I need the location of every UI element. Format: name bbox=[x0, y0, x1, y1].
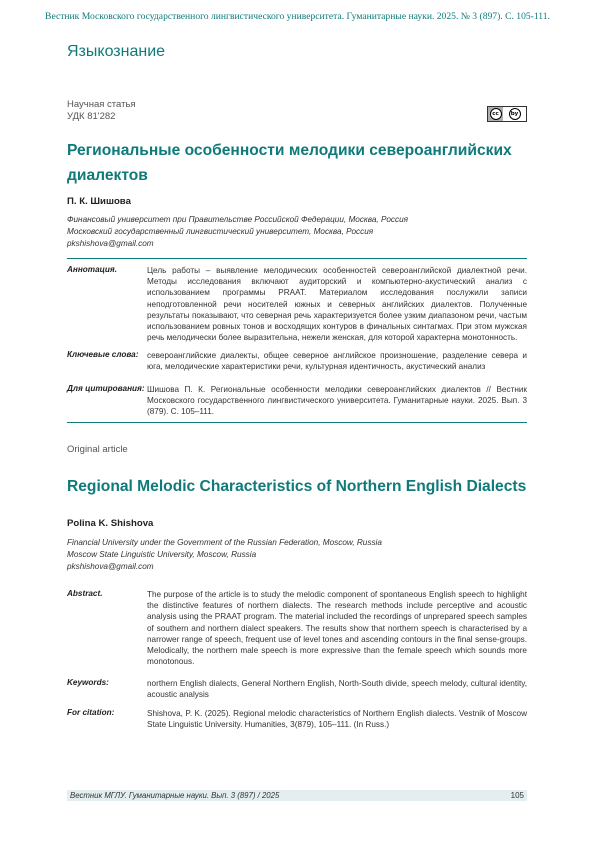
article-title-ru: Региональные особенности мелодики североанглийских диалектов bbox=[67, 142, 512, 184]
article-type-ru: Научная статья bbox=[67, 99, 136, 110]
affiliation-en-2: Moscow State Linguistic University, Moscow, Russia bbox=[67, 550, 257, 559]
attribution-icon: by bbox=[509, 108, 521, 120]
citation-label-ru: Для цитирования: bbox=[67, 384, 145, 393]
udc: УДК 81'282 bbox=[67, 111, 116, 122]
cc-by-license-badge[interactable] bbox=[487, 106, 527, 122]
keywords-label-ru: Ключевые слова: bbox=[67, 350, 139, 359]
divider-top-ru bbox=[67, 258, 527, 259]
keywords-label-en: Keywords: bbox=[67, 678, 109, 687]
citation-text-ru: Шишова П. К. Региональные особенности мелодики североанглийских диалектов // Вестник Московского государственного лингвистического университета. Гуманитарные науки. 2025. Вып. 3 (879). С. 105–111. bbox=[147, 385, 527, 417]
citation-text-en: Shishova, P. K. (2025). Regional melodic characteristics of Northern English dialects. Vestnik of Moscow State Linguistic University. Humanities, 3(879), 105–111. (In Russ.) bbox=[147, 709, 527, 730]
affiliation-ru-2: Московский государственный лингвистический университет, Москва, Россия bbox=[67, 227, 374, 236]
abstract-label-en: Abstract. bbox=[67, 589, 103, 598]
running-head: Вестник Московского государственного лингвистического университета. Гуманитарные науки. 2025. № 3 (897). С. 105-111. bbox=[45, 11, 550, 22]
cc-icon: cc bbox=[490, 108, 502, 120]
email-ru[interactable]: pkshishova@gmail.com bbox=[67, 239, 154, 248]
email-en[interactable]: pkshishova@gmail.com bbox=[67, 562, 154, 571]
page-number: 105 bbox=[510, 791, 524, 800]
divider-bottom-ru bbox=[67, 422, 527, 423]
abstract-text-en: The purpose of the article is to study the melodic component of spontaneous English speech to highlight the distinctive features of northern dialects. The research methods include perceptive and acoustic analysis using the PRAAT program. The material included the recordings of unprepared speech samples of southern and northern dialect speakers. The results show that northern speech is characterised by a narrower range of speech, frequent use of level tones and ascending contours in the final sense-groups. Melodically, the northern male speech is more expressive than the female speech which sounds more monotonous. bbox=[147, 590, 527, 667]
citation-label-en: For citation: bbox=[67, 708, 115, 717]
cc-panel bbox=[488, 107, 503, 121]
article-title-en: Regional Melodic Characteristics of Northern English Dialects bbox=[67, 478, 527, 495]
affiliation-en-1: Financial University under the Government of the Russian Federation, Moscow, Russia bbox=[67, 538, 382, 547]
abstract-text-ru: Цель работы – выявление мелодических особенностей североанглийской диалектной речи. Методы исследования включают аудиторский и компьютерно-акустический анализ с использованием программы PRAAT. Материалом исследования послужили записи неподготовленной речи носителей южных и северных английских диалектов. Полученные результаты показывают, что северная речь характеризуется более узким диапазоном речи, частым использованием ровных тонов и восходящих контуров в финальных синтагмах. При этом мужская речь мелодически более выразительна, нежели женская, для которой характерна монотонность. bbox=[147, 266, 527, 343]
by-panel bbox=[503, 107, 526, 121]
author-en: Polina K. Shishova bbox=[67, 518, 154, 529]
article-type-en: Original article bbox=[67, 444, 128, 455]
author-ru: П. К. Шишова bbox=[67, 196, 131, 207]
keywords-text-en: northern English dialects, General Northern English, North-South divide, speech melody, cultural identity, acoustic analysis bbox=[147, 679, 527, 700]
keywords-text-ru: североанглийские диалекты, общее северное английское произношение, разделение севера и юга, мелодические характеристики речи, культурная идентичность, акустический анализ bbox=[147, 351, 527, 372]
abstract-label-ru: Аннотация. bbox=[67, 265, 118, 274]
section-title: Языкознание bbox=[67, 43, 166, 60]
affiliation-ru-1: Финансовый университет при Правительстве Российской Федерации, Москва, Россия bbox=[67, 215, 409, 224]
footer-journal: Вестник МГЛУ. Гуманитарные науки. Вып. 3 (897) / 2025 bbox=[70, 791, 280, 800]
